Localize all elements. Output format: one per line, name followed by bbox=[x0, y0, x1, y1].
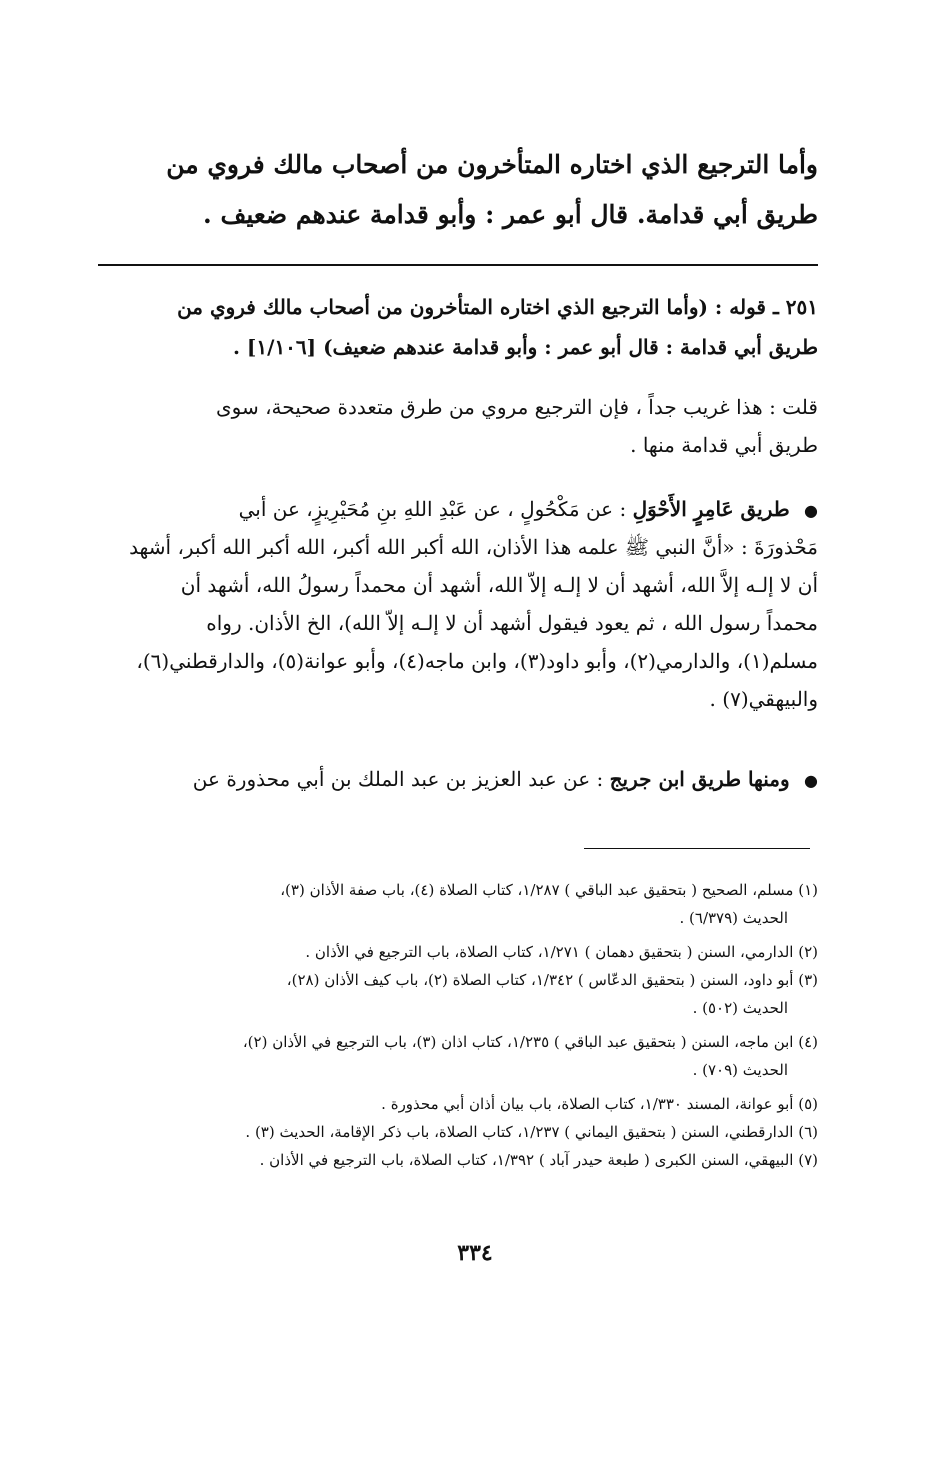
footnote-line: (٧) البيهقي، السنن الكبرى ( طبعة حيدر آباد ) ١/٣٩٢، كتاب الصلاة، باب الترجيع في الأذان . bbox=[259, 1151, 818, 1169]
footnote-line: (٤) ابن ماجه، السنن ( بتحقيق عبد الباقي ) ١/٢٣٥، كتاب اذان (٣)، باب الترجيع في الأذان (٢)، bbox=[242, 1033, 818, 1051]
paragraph-line: قلت : هذا غريب جداً ، فإن الترجيع مروي من طرق متعددة صحيحة، سوى bbox=[216, 395, 818, 419]
footnotes bbox=[92, 876, 818, 1174]
footnote-4 bbox=[92, 1028, 818, 1084]
matn-line: طريق أبي قدامة. قال أبو عمر : وأبو قدامة عندهم ضعيف . bbox=[203, 200, 818, 229]
footnote-line: (٣) أبو داود، السنن ( بتحقيق الدعّاس ) ١/٣٤٢، كتاب الصلاة (٢)، باب كيف الأذان (٢٨)، bbox=[286, 971, 818, 989]
paragraph-line: أن لا إلـه إلاَّ الله، أشهد أن لا إلـه إلاّ الله، أشهد أن محمداً رسولُ الله، أشهد أن bbox=[180, 573, 818, 597]
footnote-separator bbox=[584, 848, 810, 849]
bullet-icon: ● bbox=[804, 771, 818, 790]
paragraph-amir-route bbox=[92, 490, 818, 718]
footnote-2 bbox=[92, 938, 818, 966]
commentary-line: طريق أبي قدامة : قال أبو عمر : وأبو قدامة عندهم ضعيف) [١/١٠٦] . bbox=[233, 335, 818, 359]
paragraph-line bbox=[92, 490, 818, 528]
commentary-line: ٢٥١ ـ قوله : (وأما الترجيع الذي اختاره المتأخرون من أصحاب مالك فروي من bbox=[177, 295, 818, 319]
route-heading: طريق عَامِرٍ الأَحْوَلِ bbox=[632, 497, 790, 521]
footnote-line: (٥) أبو عوانة، المسند ١/٣٣٠، كتاب الصلاة، باب بيان أذان أبي محذورة . bbox=[381, 1095, 818, 1113]
separator-rule bbox=[98, 264, 818, 266]
footnote-line: الحديث (٦/٣٧٩) . bbox=[679, 909, 788, 927]
footnote-line: (١) مسلم، الصحيح ( بتحقيق عبد الباقي ) ١/٢٨٧، كتاب الصلاة (٤)، باب صفة الأذان (٣)، bbox=[280, 881, 818, 899]
route-text: : عن مَكْحُولٍ ، عن عَبْدِ اللهِ بنِ مُحَيْرِيزٍ، عن أبي bbox=[238, 497, 627, 521]
bullet-icon: ● bbox=[804, 501, 818, 520]
paragraph-qultu bbox=[92, 388, 818, 464]
footnote-line: الحديث (٥٠٢) . bbox=[692, 999, 788, 1017]
page-number: ٣٣٤ bbox=[457, 1240, 493, 1266]
footnote-5 bbox=[92, 1090, 818, 1118]
paragraph-line: والبيهقي(٧) . bbox=[709, 687, 818, 711]
paragraph-line: محمداً رسول الله ، ثم يعود فيقول أشهد أن لا إلـه إلاّ الله)، الخ الأذان. رواه bbox=[206, 611, 818, 635]
footnote-7 bbox=[92, 1146, 818, 1174]
paragraph-line bbox=[92, 760, 818, 798]
paragraph-line: طريق أبي قدامة منها . bbox=[630, 433, 818, 457]
footnote-line: (٢) الدارمي، السنن ( بتحقيق دهمان ) ١/٢٧١، كتاب الصلاة، باب الترجيع في الأذان . bbox=[305, 943, 818, 961]
commentary-quote bbox=[92, 287, 818, 367]
footnote-line: الحديث (٧٠٩) . bbox=[692, 1061, 788, 1079]
footnote-6 bbox=[92, 1118, 818, 1146]
route-text: : عن عبد العزيز بن عبد الملك بن أبي محذورة عن bbox=[192, 767, 604, 791]
footnote-line: (٦) الدارقطني، السنن ( بتحقيق اليماني ) ١/٢٣٧، كتاب الصلاة، باب ذكر الإقامة، الحديث (٣) . bbox=[245, 1123, 818, 1141]
matn-text bbox=[92, 140, 818, 240]
route-heading: ومنها طريق ابن جريج bbox=[609, 767, 790, 791]
matn-line: وأما الترجيع الذي اختاره المتأخرون من أصحاب مالك فروي من bbox=[166, 150, 818, 179]
paragraph-line: مسلم(١)، والدارمي(٢)، وأبو داود(٣)، وابن ماجه(٤)، وأبو عوانة(٥)، والدارقطني(٦)، bbox=[136, 649, 818, 673]
paragraph-line: مَحْذورَةَ : «أنَّ النبي ﷺ علمه هذا الأذان، الله أكبر الله أكبر، الله أكبر الله أكبر، أشهد bbox=[129, 535, 818, 559]
footnote-1 bbox=[92, 876, 818, 932]
footnote-3 bbox=[92, 966, 818, 1022]
paragraph-ibn-jurayj-route bbox=[92, 760, 818, 798]
